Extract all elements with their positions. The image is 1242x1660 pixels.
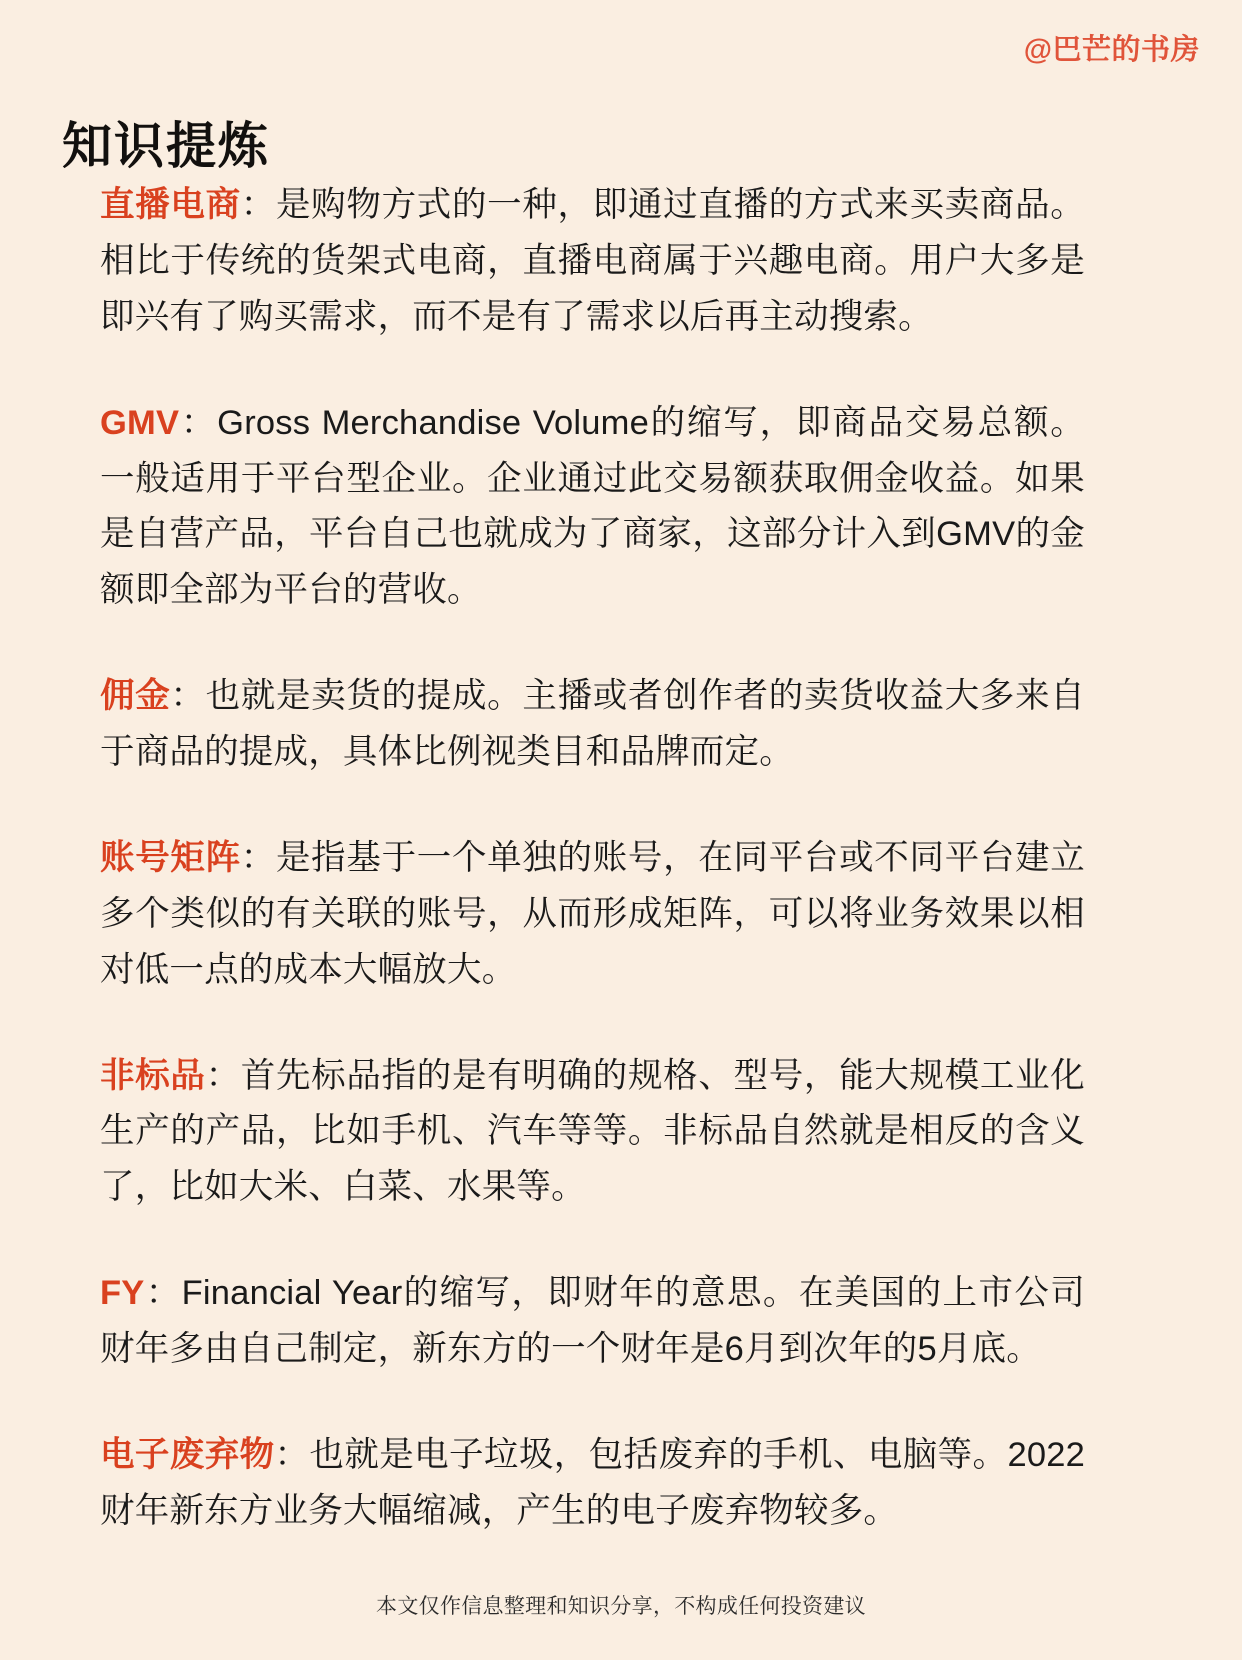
glossary-definition: Financial Year的缩写，即财年的意思。在美国的上市公司财年多由自己制定，新东方的一个财年是6月到次年的5月底。 <box>100 1274 1085 1368</box>
footer-disclaimer: 本文仅作信息整理和知识分享，不构成任何投资建议 <box>376 1595 866 1618</box>
glossary-paragraph <box>100 1049 1085 1217</box>
watermark-handle: @巴芒的书房 <box>1023 34 1200 66</box>
glossary-entry <box>100 1428 1085 1540</box>
glossary-colon: ： <box>144 1274 182 1313</box>
glossary-colon: ： <box>240 838 276 877</box>
glossary-term: 佣金 <box>100 677 171 716</box>
page-title: 知识提炼 <box>62 117 270 174</box>
glossary-colon: ： <box>205 1056 241 1095</box>
glossary-term: 非标品 <box>100 1056 206 1095</box>
glossary-entry <box>100 178 1085 346</box>
glossary-entry <box>100 1266 1085 1378</box>
glossary-definition: Gross Merchandise Volume的缩写，即商品交易总额。一般适用于平台型企业。企业通过此交易额获取佣金收益。如果是自营产品，平台自己也就成为了商家，这部分计入到GMV的金额即全部为平台的营收。 <box>100 403 1085 610</box>
glossary-colon: ： <box>170 677 206 716</box>
glossary-definition: 是指基于一个单独的账号，在同平台或不同平台建立多个类似的有关联的账号，从而形成矩阵，可以将业务效果以相对低一点的成本大幅放大。 <box>100 838 1085 989</box>
glossary-definition: 首先标品指的是有明确的规格、型号，能大规模工业化生产的产品，比如手机、汽车等等。非标品自然就是相反的含义了，比如大米、白菜、水果等。 <box>100 1056 1085 1207</box>
glossary-paragraph <box>100 1428 1085 1540</box>
glossary-paragraph <box>100 831 1085 999</box>
glossary-term: 电子废弃物 <box>100 1435 275 1474</box>
glossary-paragraph <box>100 1266 1085 1378</box>
glossary-entry <box>100 831 1085 999</box>
glossary-entry <box>100 669 1085 781</box>
glossary-term: 账号矩阵 <box>100 838 241 877</box>
glossary-entry <box>100 396 1085 620</box>
glossary-paragraph <box>100 669 1085 781</box>
glossary-term: FY <box>100 1274 145 1313</box>
glossary-definition: 也就是卖货的提成。主播或者创作者的卖货收益大多来自于商品的提成，具体比例视类目和品牌而定。 <box>100 677 1086 771</box>
glossary-term: GMV <box>100 403 180 442</box>
glossary-definition: 也就是电子垃圾，包括废弃的手机、电脑等。2022财年新东方业务大幅缩减，产生的电子废弃物较多。 <box>100 1435 1086 1530</box>
glossary-colon: ： <box>274 1435 310 1474</box>
glossary-term: 直播电商 <box>100 186 241 224</box>
glossary-list <box>100 178 1085 1540</box>
glossary-paragraph <box>100 396 1085 620</box>
glossary-paragraph <box>100 178 1085 346</box>
glossary-colon: ： <box>179 403 218 442</box>
glossary-definition: 是购物方式的一种，即通过直播的方式来买卖商品。相比于传统的货架式电商，直播电商属于兴趣电商。用户大多是即兴有了购买需求，而不是有了需求以后再主动搜索。 <box>100 186 1085 336</box>
glossary-colon: ： <box>240 186 276 224</box>
glossary-entry <box>100 1049 1085 1217</box>
